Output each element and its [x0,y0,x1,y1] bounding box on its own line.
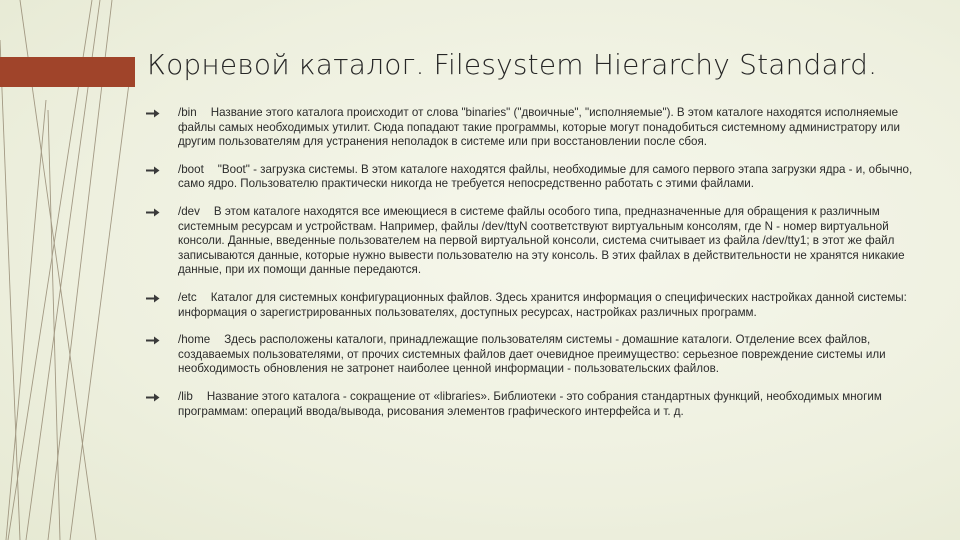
definition-list [146,106,916,432]
item-description: Название этого каталога происходит от слова "binaries" ("двоичные", "исполняемые"). В этом каталоге находятся исполняемые файлы самых необходимых утилит. Сюда попадают такие программы, которые могут понадобиться системному администратору или другим пользователям для устранения неполадок в системе или при восстановлении после сбоя. [178,106,900,149]
list-item [146,205,916,278]
title-accent-bar [0,57,135,87]
arrow-bullet-icon [146,294,160,303]
item-term: /lib [178,389,193,403]
item-description: В этом каталоге находятся все имеющиеся в системе файлы особого типа, предназначенные для обращения к различным системным ресурсам и устройствам. Например, файлы /dev/ttyN соответствуют виртуальным консолям, где N - номер виртуальной консоли. Данные, введенные пользователем на первой виртуальной консоли, система считывает из файла /dev/tty1; в этот же файл записываются данные, которые нужно вывести пользователю на эту консоль. В этих файлах в действительности не хранятся никакие данные, при их помощи данные передаются. [178,204,905,277]
list-item [146,390,916,419]
item-term: /dev [178,204,200,218]
item-description: Название этого каталога - сокращение от «libraries». Библиотеки - это собрания стандартных функций, необходимых многим программам: операций ввода/вывода, рисования элементов графического интерфейса и т. д. [178,389,882,418]
item-description: Здесь расположены каталоги, принадлежащие пользователям системы - домашние каталоги. Отделение всех файлов, создаваемых пользователями, от прочих системных файлов дает очевидное преимущество: серьезное повреждение системы или необходимость обновления не затронет наиболее ценной информации - пользовательских файлов. [178,333,886,376]
item-term: /bin [178,106,197,119]
list-item [146,291,916,320]
list-item [146,333,916,377]
arrow-bullet-icon [146,109,160,118]
arrow-bullet-icon [146,393,160,402]
arrow-bullet-icon [146,336,160,345]
item-description: Каталог для системных конфигурационных файлов. Здесь хранится информация о специфических настройках данной системы: информация о зарегистрированных пользователях, доступных ресурсах, настройках различных программ. [178,290,907,319]
list-item [146,163,916,192]
slide-title: Корневой каталог. Filesystem Hierarchy Standard. [147,48,878,81]
arrow-bullet-icon [146,208,160,217]
arrow-bullet-icon [146,166,160,175]
item-description: "Boot" - загрузка системы. В этом каталоге находятся файлы, необходимые для самого первого этапа загрузки ядра - и, обычно, само ядро. Пользователю практически никогда не требуется непосредственно работать с этими файлами. [178,162,913,191]
item-term: /etc [178,290,197,304]
list-item [146,106,916,150]
item-term: /boot [178,162,204,176]
item-term: /home [178,333,211,347]
